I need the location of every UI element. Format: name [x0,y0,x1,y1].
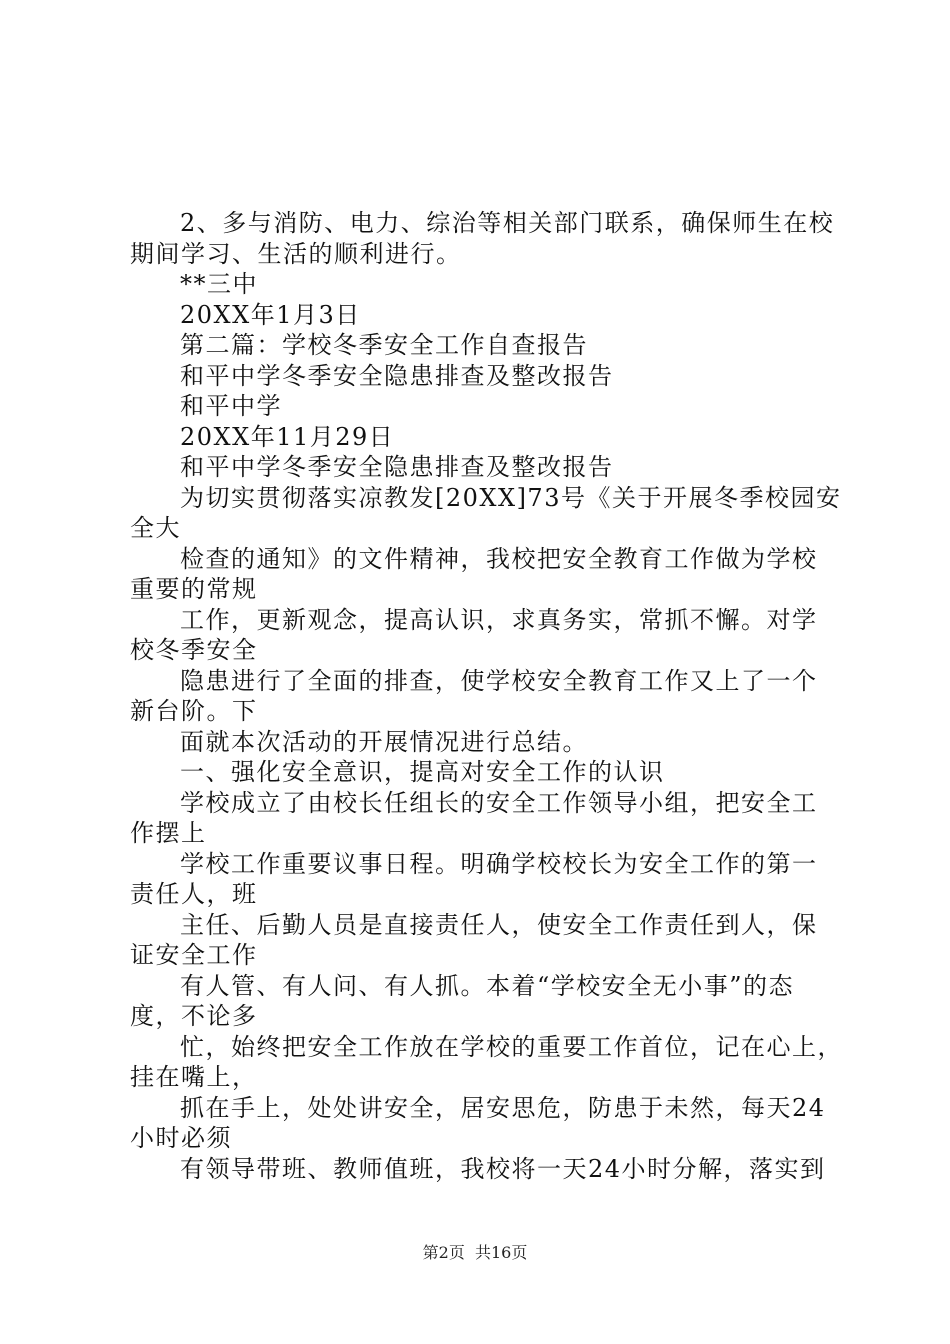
text-line: 新台阶。下 [130,697,258,725]
text-line: 有人管、有人问、有人抓。本着“学校安全无小事”的态 [180,971,795,1000]
text-line: 期间学习、生活的顺利进行。 [130,239,462,268]
text-line: 忙，始终把安全工作放在学校的重要工作首位，记在心上， [180,1032,843,1061]
text-line: 抓在手上，处处讲安全，居安思危，防患于未然，每天24 [180,1093,826,1122]
text-line: 面就本次活动的开展情况进行总结。 [180,727,588,756]
text-line: 全大 [130,514,181,542]
text-line: 20XX年11月29日 [180,422,395,451]
text-line: 检查的通知》的文件精神，我校把安全教育工作做为学校 [180,544,818,573]
text-line: 有领导带班、教师值班，我校将一天24小时分解，落实到 [180,1154,826,1183]
text-line: 隐患进行了全面的排查，使学校安全教育工作又上了一个 [180,666,818,695]
text-line: **三中 [180,270,258,298]
text-line: 责任人，班 [130,880,258,908]
text-line: 为切实贯彻落实凉教发[20XX]73号《关于开展冬季校园安 [180,483,842,512]
text-line: 工作，更新观念，提高认识，求真务实，常抓不懈。对学 [180,605,818,634]
text-line: 小时必须 [130,1124,232,1152]
text-line: 校冬季安全 [130,636,258,664]
text-line: 第二篇：学校冬季安全工作自查报告 [180,331,588,359]
document-body [130,208,843,1184]
text-line: 20XX年1月3日 [180,300,361,329]
text-line: 学校工作重要议事日程。明确学校校长为安全工作的第一 [180,849,818,878]
text-line: 作摆上 [130,819,207,847]
page-footer: 第2页 共16页 [422,1243,528,1262]
text-lines [130,208,843,1184]
text-line: 证安全工作 [130,941,258,969]
text-line: 学校成立了由校长任组长的安全工作领导小组，把安全工 [180,788,818,817]
text-line: 挂在嘴上， [130,1063,258,1091]
text-line: 重要的常规 [130,575,258,603]
text-line: 和平中学冬季安全隐患排查及整改报告 [180,361,614,390]
text-line: 一、强化安全意识，提高对安全工作的认识 [180,758,665,786]
text-line: 主任、后勤人员是直接责任人，使安全工作责任到人，保 [180,910,818,939]
text-line: 度，不论多 [130,1002,258,1030]
text-line: 2、多与消防、电力、综治等相关部门联系，确保师生在校 [180,209,835,237]
text-line: 和平中学 [180,392,282,420]
text-line: 和平中学冬季安全隐患排查及整改报告 [180,453,614,481]
